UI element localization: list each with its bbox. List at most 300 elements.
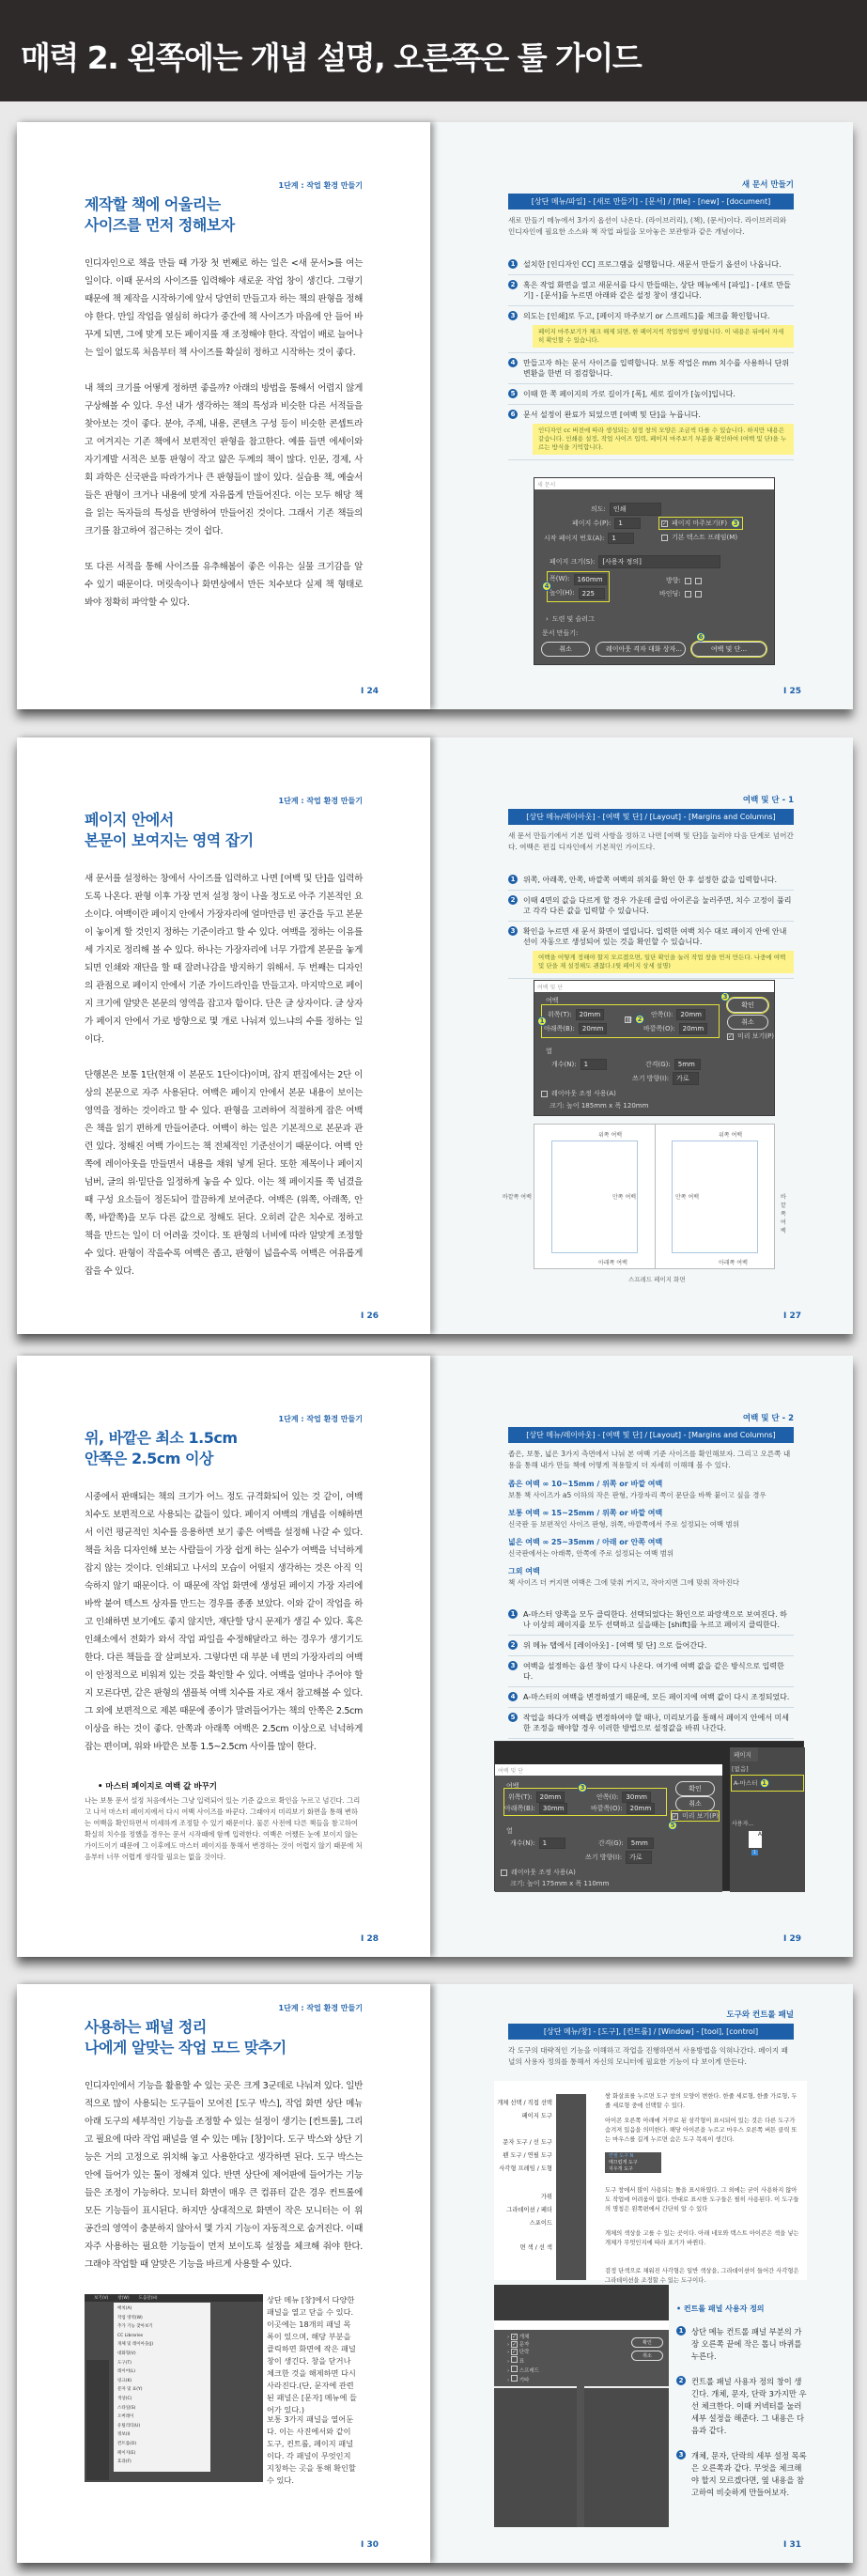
page-thumbnail[interactable]: A [749, 1831, 762, 1848]
orientation-label: 방향: [666, 577, 681, 584]
body-paragraph: 내 책의 크기를 어떻게 정하면 좋을까? 아래의 방법을 통해서 어렵지 않게 구상해볼 수 있다. 우선 내가 생각하는 책의 특성과 비슷한 다른 서적들을 찾아보는 것이 좋다. 분야, 주제, 내용, 콘텐츠 구성 등이 비슷한 콘셉트라고 여겨지는 기존 책에서 보편적인 판형을 참고한다. 예를 들면 에세이와 자기계발 서적은 보통 판형이 작고 얇은 두께의 책이 많다. 인문, 경제, 사회 과학은 신국판을 따라가거나 큰 판형들이 많이 있다. 실습용 책, 예술서들은 판형이 크거나 내용에 맞게 자유롭게 만들어진다. 이는 모두 해당 책을 읽는 독자들의 특성을 반영하여 만들어진 것이다. 그래서 기존 책들의 크기를 참고하여 접근하는 것이 쉽다. [85, 383, 363, 536]
steps-list [508, 870, 794, 979]
step-text-content: 위 메뉴 탭에서 [레이아웃] - [여백 및 단] 으로 들어간다. [523, 1641, 707, 1650]
character-paragraph-options-list [584, 2386, 669, 2527]
top-margin-label: 위쪽 여백 [598, 1132, 623, 1139]
step-number: 1 [508, 1609, 518, 1619]
page-number: I 25 [782, 687, 801, 696]
new-document-dialog [534, 477, 775, 665]
callout-badge: 5 [668, 1821, 677, 1830]
top-label: 위쪽(T): [508, 1793, 533, 1801]
step-number: 4 [508, 1692, 518, 1701]
tool-label: 개체 선택 / 직접 선택 [497, 2100, 552, 2106]
step-text [523, 1713, 794, 1733]
ok-button[interactable]: 확인 [675, 1781, 715, 1796]
bleed-slug-toggle[interactable]: 도련 및 슬러그 [551, 615, 595, 623]
binding-left-icon[interactable] [685, 591, 691, 597]
margin-type-desc: 신국판에서는 아래쪽, 안쪽에 주로 설정되는 여백 범위 [508, 1549, 674, 1558]
body-text [85, 255, 363, 612]
intent-select[interactable]: 인쇄 [610, 503, 661, 516]
margin-type-desc: 신국판 등 보편적인 사이즈 판형, 위쪽, 바깥쪽에서 주로 설정되는 여백 범위 [508, 1520, 739, 1529]
section-label: 여백 및 단 - 1 [742, 796, 794, 805]
step-number: 3 [508, 926, 518, 936]
tool-label: 면 색 / 선 색 [519, 2244, 552, 2251]
window-menu-item[interactable]: 페이지(E) [117, 2450, 136, 2456]
menu-path-bar: [상단 메뉴/레이아웃] - [여백 및 단] / [Layout] - [Margins and Columns] [508, 809, 794, 825]
spread-pages-30-31 [17, 1984, 853, 2563]
width-label: 폭(W): [550, 575, 570, 582]
page-title: 페이지 안에서 본문이 보여지는 영역 잡기 [85, 811, 254, 849]
size-readout: 크기: 높이 175mm x 폭 110mm [510, 1880, 610, 1887]
step-text-content: 상단 메뉴 컨트롤 패널 부분의 가장 오른쪽 끝에 작은 톱니 바퀴를 누른다. [691, 2327, 802, 2361]
gutter-field[interactable]: 5mm [674, 1059, 701, 1070]
tool-callout: 개체의 색상을 고를 수 있는 곳이다. 아래 네모와 텍스트 아이콘은 색을 넣는 개체가 무엇인지에 따라 표기가 바뀐다. [605, 2230, 799, 2246]
page-24 [17, 122, 430, 709]
window-menu-item[interactable]: 작업 영역(W) [117, 2315, 143, 2320]
facing-pages-label: 페이지 마주보기(F) [672, 520, 728, 527]
top-label: 위쪽(T): [548, 1011, 572, 1018]
window-menu-item[interactable]: 유틸리티(U) [117, 2423, 141, 2429]
page-title: 제작할 책에 어울리는 사이즈를 먼저 정해보자 [85, 195, 235, 234]
portrait-icon[interactable] [685, 578, 691, 584]
step-text [691, 2326, 808, 2363]
window-menu-item[interactable]: 효과(F) [117, 2460, 132, 2465]
option-checkbox[interactable] [511, 2366, 518, 2372]
customize-option[interactable]: › 기타 [507, 2375, 656, 2384]
step-text-content: A-마스터의 여백을 변경하였기 때문에, 모든 페이지에 여백 값이 다시 조정되었다. [523, 1693, 790, 1701]
chevron-right-icon[interactable]: › [546, 615, 549, 623]
bottom-margin-field[interactable]: 20mm [579, 1023, 608, 1034]
tool-label: 스포이드 [529, 2220, 552, 2227]
ok-button[interactable]: 확인 [631, 2337, 663, 2348]
outside-label: 바깥쪽(O): [591, 1805, 623, 1812]
margin-type-title: 넓은 여백 ∞ 25~35mm / 아래 or 안쪽 여백 [508, 1538, 663, 1546]
step-number: 1 [508, 259, 518, 269]
window-menu-item[interactable]: 정보(I) [117, 2432, 131, 2438]
step-number: 3 [676, 2450, 686, 2460]
top-margin-field[interactable]: 20mm [576, 1009, 605, 1020]
step-text [523, 358, 794, 379]
preview-checkbox[interactable]: ✓ [673, 1812, 678, 1820]
outside-label: 바깥쪽(O): [643, 1025, 675, 1032]
object-options-list [494, 2386, 577, 2527]
body-text [85, 1488, 363, 1756]
step-text-content: 개체, 문자, 단락의 세부 설정 목록은 오른쪽과 같다. 무엇을 체크해야 할지 모르겠다면, 옆 내용을 참고하여 비슷하게 만들어보자. [691, 2451, 807, 2497]
step-number: 4 [508, 358, 518, 367]
tool-label: 가위 [540, 2194, 552, 2200]
pages-panel [730, 1747, 805, 1892]
layout-grid-button[interactable]: 레이아웃 격자 대화 상자... [596, 642, 686, 657]
margin-type-desc: 책 사이즈 더 커지면 여백은 그에 맞춰 커지고, 작아지면 그에 맞춰 작아진다 [508, 1578, 739, 1587]
step-item [508, 1656, 794, 1687]
cancel-button[interactable]: 취소 [631, 2351, 663, 2361]
tool-panel-guide [494, 2081, 807, 2284]
option-label: 개체 [519, 2335, 530, 2340]
window-menu-item[interactable]: 개체 및 레이아웃(J) [117, 2342, 154, 2348]
intent-label: 의도: [591, 505, 606, 513]
spread-pages-28-29 [17, 1356, 853, 1957]
pages-tab[interactable]: 페이지 [730, 1747, 758, 1761]
margin-type-title: 보통 여백 ∞ 15~25mm / 위쪽 or 바깥 여백 [508, 1509, 663, 1517]
intro-text: 새 문서 만들기에서 기본 입력 사항을 정하고 나면 [여백 및 단]을 눌러야 다음 단계로 넘어간다. 여백은 편집 디자인에서 기본적인 가이드다. [508, 831, 794, 851]
intro-text: 각 도구의 대략적인 기능을 이해하고 작업을 진행하면서 사용방법을 익혀나간다. 페이지 패널의 사용자 정의를 통해서 자신의 모니터에 필요한 기능이 다 보이게 만든다. [508, 2046, 788, 2066]
count-label: 개수(N): [551, 1061, 577, 1068]
margins-group-label: 여백 [506, 1782, 519, 1790]
top-margin-field[interactable]: 20mm [536, 1792, 565, 1803]
callout-badge: 6 [696, 632, 705, 642]
outside-margin-field[interactable]: 20mm [679, 1023, 708, 1034]
callout-badge: 3 [720, 992, 730, 1001]
outside-margin-label: 바깥쪽 여백 [781, 1194, 786, 1234]
step-text-content: 이때 4면의 값을 다르게 할 경우 가운데 클립 아이콘을 눌러주면, 치수 고정이 풀리고 각각 다른 값을 입력할 수 있습니다. [523, 896, 792, 915]
page-number: I 26 [360, 1311, 379, 1321]
window-menu-item[interactable]: 배치(A) [117, 2306, 132, 2311]
inside-margin-field[interactable]: 20mm [676, 1009, 705, 1020]
option-checkbox[interactable]: ✓ [511, 2349, 517, 2355]
step-text-content: 위쪽, 아래쪽, 안쪽, 바깥쪽 여백의 위치를 확인 한 후 설정한 값을 입력합니다. [523, 876, 777, 884]
window-menu-item[interactable]: 대화형(V) [117, 2351, 136, 2356]
step-text-content: 여백을 설정하는 옵션 창이 다시 나온다. 여기에 여백 값을 같은 방식으로 입력한다. [523, 1662, 784, 1681]
option-label: 기타 [519, 2378, 530, 2383]
columns-group-label: 열 [546, 1047, 552, 1055]
preview-checkbox[interactable]: ✓ [728, 1032, 734, 1040]
bottom-margin-label: 아래쪽 여백 [719, 1260, 748, 1266]
step-text [523, 280, 794, 301]
text-frame-label: 기본 텍스트 프레임(M) [672, 534, 738, 541]
layout-adjust-checkbox[interactable] [541, 1091, 548, 1097]
chapter-label: 1단계 : 작업 환경 만들기 [278, 797, 363, 805]
step-text [523, 410, 794, 455]
option-label: 단락 [519, 2350, 530, 2355]
callout-badge: 3 [578, 1783, 587, 1792]
diagram-caption: 스프레드 페이지 화면 [628, 1276, 686, 1283]
option-checkbox[interactable] [511, 2356, 518, 2363]
eraser-tool-item[interactable]: 지우개 도구 [609, 2166, 633, 2172]
step-text-content: 만들고자 하는 문서 사이즈를 입력합니다. 보통 작업은 mm 치수를 사용하니 단위 변환을 한번 더 점검합니다. [523, 359, 790, 378]
page-number: I 27 [782, 1311, 801, 1321]
bottom-label: 아래쪽(B): [544, 1025, 575, 1032]
pages-field[interactable]: 1 [614, 518, 641, 529]
intro-text: 새로 만들기 메뉴에서 3가지 옵션이 나온다. (라이브러리), (책), (문서)이다. 라이브러리와 인디자인에 필요한 소스와 책 작업 파일을 모아놓은 보관함과 같은 개념이다. [508, 216, 787, 236]
binding-label: 바인딩: [659, 590, 681, 597]
step-number: 2 [508, 280, 518, 289]
step-text-content: A-마스터 양쪽을 모두 클릭한다. 선택되었다는 확인으로 파랑색으로 보여진다. 하나 이상의 페이지를 모두 선택하고 싶을때는 [shift]를 누르고 페이지 클릭한다. [523, 1610, 787, 1629]
page-29 [430, 1356, 853, 1957]
page-number: I 30 [360, 2540, 379, 2550]
page-size-label: 페이지 크기(S): [550, 558, 596, 566]
height-label: 높이(H): [550, 589, 575, 597]
window-menu-item[interactable]: 추가 기능 찾아보기 [117, 2324, 153, 2330]
tip-text: 나는 보통 문서 설정 처음에서는 그냥 입력되어 있는 기준 값으로 확인을 누르고 넘긴다. 그리고 나서 마스터 페이지에서 다시 여백 사이즈를 바꾼다. 그래야지 미리보기 화면을 통해 변하는 여백을 확인하면서 미세하게 조정할 수 있기 때문이다. 물론 사전에 다른 책들을 참고하여 확실히 치수를 정했을 경우는 문서 시작때에 함께 입력한다. 여백은 어쨌든 눈에 보이지 않는 가이드이기 때문에 그 이후에도 마스터 페이지를 통해서 변경하는 것이 어렵지 않기 때문에 처음부터 너무 어렵게 생각할 필요는 없을 것이다. [85, 1796, 363, 1861]
tool-callout: 도구 창에서 많이 사용되는 툴을 표시하였다. 그 외에는 굳이 사용하지 않아도 작업에 어려움이 없다. 반대로 표시한 도구들은 필히 사용된다. 이 도구들의 명칭은 왼쪽편에서 간단히 알 수 있다 [605, 2187, 799, 2212]
chapter-label: 1단계 : 작업 환경 만들기 [278, 181, 363, 190]
step-number: 1 [508, 875, 518, 884]
step-text [691, 2376, 808, 2437]
banner-title: 매력 2. 왼쪽에는 개념 설명, 오른쪽은 툴 가이드 [21, 39, 642, 76]
option-checkbox[interactable]: ✓ [511, 2341, 517, 2348]
option-label: 문자 [519, 2342, 530, 2348]
step-text [523, 1692, 789, 1702]
gutter-label: 간격(G): [598, 1839, 624, 1847]
direction-select[interactable]: 가로 [626, 1851, 652, 1864]
page-28 [17, 1356, 430, 1957]
step-note: 여백을 어떻게 정해야 할지 모르겠으면, 일단 확인을 눌러 작업 창을 먼저 만든다. 나중에 여백 및 단을 재 설정해도 괜찮다.(뒷 페이지 상세 설명) [533, 951, 794, 973]
preview-label: 미리 보기(P) [682, 1812, 719, 1820]
page-number: I 24 [360, 687, 379, 696]
window-menu-item[interactable]: 레이어(L) [117, 2369, 136, 2375]
step-number: 3 [508, 311, 518, 320]
step-text [523, 311, 794, 348]
preview-label: 미리 보기(P) [737, 1032, 774, 1040]
inside-label: 안쪽(I): [651, 1011, 673, 1018]
side-note-1: 상단 메뉴 [창]에서 다양한 패널을 열고 닫을 수 있다. 이곳에는 18개의 패널 목록이 있으며, 해당 부분을 클릭하면 화면에 작은 패널 창이 생긴다. 창을 닫거나 체크한 것을 해제하면 다시 사라진다.(단, 문자에 관련된 패널은 [문자] 메뉴에 들어가 있다.) [267, 2295, 357, 2414]
step-note: 페이지 마주보기가 체크 해제 되면, 한 페이지씩 작업창이 생성됩니다. 이 내용은 뒤에서 자세히 확인할 수 있습니다. [533, 325, 794, 348]
step-text-content: 혹은 작업 화면을 열고 새문서를 다시 만들때는, 상단 메뉴에서 [파일] - [새로 만들기] - [문서]를 누르면 아래와 같은 설정 창이 생깁니다. [523, 281, 791, 300]
body-paragraph: 인디자인으로 책을 만들 때 가장 첫 번째로 하는 일은 <새 문서>를 여는 일이다. 이때 문서의 사이즈를 입력해야 새로운 작업 창이 생긴다. 그렇기 때문에 책 제작을 시작하기에 앞서 당연히 만들고자 하는 책의 판형을 정해야 한다. 만일 작업을 열심히 하다가 중간에 책 사이즈가 마음에 안 들어 바꾸게 되면, 그에 맞게 모든 페이지를 재 조정해야 한다. 작업이 배로 늘어나는 일이 없도록 처음부터 책 사이즈를 확실히 정하고 시작하는 것이 좋다. [85, 258, 363, 358]
margins-columns-dialog [534, 980, 775, 1116]
step-number: 1 [676, 2326, 686, 2335]
tool-label: 페이지 도구 [521, 2113, 552, 2119]
menu-bar: 보기(V) 창(W) 도움말(H) [85, 2294, 263, 2302]
dialog-title: 새 문서 [534, 478, 774, 489]
pencil-tool-item[interactable]: 연필 도구 N [609, 2153, 634, 2159]
spread-margin-diagram [503, 1124, 786, 1283]
step-item [508, 405, 794, 460]
step-text [523, 875, 777, 885]
none-master[interactable]: [없음] [732, 1765, 749, 1773]
pages-label: 페이지 수(P): [572, 520, 612, 527]
customize-option[interactable]: › 표 [507, 2356, 656, 2366]
columns-group-label: 열 [506, 1827, 513, 1835]
gutter-field[interactable]: 5mm [627, 1838, 654, 1849]
step-item [508, 870, 794, 891]
menu-path-bar: [상단 메뉴/파일] - [새로 만들기] - [문서] / [file] - [new] - [document] [508, 194, 794, 209]
facing-pages-checkbox[interactable]: ✓ [662, 520, 668, 527]
callout-badge: 1 [537, 1016, 547, 1026]
cancel-button[interactable]: 취소 [727, 1015, 768, 1030]
body-text [85, 2077, 363, 2273]
step-text-content: 의도는 [인쇄]로 두고, [페이지 마주보기 or 스프레드]를 체크를 확인합니다. [523, 312, 770, 320]
side-note-2: 보통 3가지 패널을 열어둔다. 이는 사진에서와 같이 도구, 컨트롤, 페이지 패널이다. 각 패널이 무엇인지 지칭하는 곳을 통해 확인할 수 있다. [267, 2414, 356, 2485]
step-text [523, 895, 794, 916]
inside-margin-field[interactable]: 30mm [622, 1792, 651, 1803]
control-customize-title: • 컨트롤 패널 사용자 정의 [676, 2304, 765, 2313]
direction-label: 쓰기 방향(I): [585, 1854, 623, 1861]
banner-header [0, 0, 867, 101]
tool-label: 문자 도구 / 선 도구 [503, 2139, 552, 2146]
step-item [508, 922, 794, 979]
margins-columns-button[interactable]: 여백 및 단... [691, 642, 766, 657]
step-text [523, 1661, 794, 1682]
section-label: 여백 및 단 - 2 [742, 1414, 794, 1423]
step-text [523, 1640, 706, 1651]
callout-badge: 4 [542, 582, 551, 591]
step-item [508, 353, 794, 384]
step-number: 5 [508, 1713, 518, 1722]
top-margin-label: 위쪽 여백 [719, 1132, 743, 1139]
step-text-content: 설치한 [인디자인 CC] 프로그램을 실행합니다. 새문서 만들기 옵션이 나옵니다. [523, 260, 782, 269]
step-item [676, 2321, 808, 2367]
page-number-badge: 1 [752, 1850, 757, 1855]
window-menu-item[interactable]: 오버레이 [117, 2414, 134, 2420]
option-label: 스프레드 [519, 2368, 539, 2374]
control-bar-screenshot [494, 2285, 669, 2320]
step-item [508, 1708, 794, 1739]
dialog-title: 여백 및 단 [534, 981, 774, 992]
window-menu-item[interactable]: CC Libraries [117, 2333, 144, 2338]
step-text-content: 이때 한 쪽 페이지의 가로 길이가 [폭], 세로 길이가 [높이]입니다. [523, 390, 735, 398]
create-document-label: 문서 만들기: [542, 629, 579, 637]
step-item [508, 275, 794, 306]
step-item [676, 2445, 808, 2504]
step-number: 5 [508, 389, 518, 398]
spread-pages-26-27 [17, 737, 853, 1334]
window-menu-item[interactable]: 컨트롤(O) [117, 2441, 137, 2446]
option-checkbox[interactable]: ✓ [511, 2334, 517, 2340]
inside-margin-label: 안쪽 여백 [675, 1194, 700, 1201]
step-text [691, 2450, 808, 2499]
outside-margin-label: 바깥쪽 여백 [503, 1194, 532, 1201]
gutter-label: 간격(G): [645, 1061, 671, 1068]
menu-path-bar: [상단 메뉴/레이아웃] - [여백 및 단] / [Layout] - [Margins and Columns] [508, 1427, 794, 1443]
step-number: 2 [508, 1640, 518, 1650]
layout-adjust-checkbox[interactable] [501, 1870, 507, 1876]
step-text-content: 작업을 하다가 여백을 변경하여야 할 때나, 미리보기를 통해서 페이지 안에서 미세한 조정을 해야할 경우 이러한 방법으로 설정값을 바꿔 나간다. [523, 1714, 789, 1732]
page-title: 위, 바깥은 최소 1.5cm 안쪽은 2.5cm 이상 [85, 1429, 238, 1467]
step-item [508, 1636, 794, 1656]
callout-badge: 3 [731, 519, 740, 528]
margins-group-label: 여백 [546, 997, 559, 1004]
page-title: 사용하는 패널 정리 나에게 알맞는 작업 모드 맞추기 [85, 2018, 286, 2056]
step-item [508, 306, 794, 353]
tool-label: 그라데이션 / 페더 [506, 2207, 552, 2213]
chain-link-icon[interactable]: ⛓ [626, 1016, 633, 1023]
tool-strip [86, 2360, 109, 2480]
page-size-select[interactable]: [사용자 정의] [598, 555, 720, 568]
ok-button[interactable]: 확인 [727, 998, 768, 1013]
step-text-content: 문서 설정이 완료가 되었으면 [여백 및 단]을 누릅니다. [523, 411, 701, 419]
window-menu-item[interactable]: 문자 및 표(Y) [117, 2387, 143, 2393]
body-paragraph: 새 문서를 설정하는 창에서 사이즈를 입력하고 나면 [여백 및 단]을 입력하도록 나온다. 판형 이후 가장 먼저 설정 창이 나올 정도로 아주 기본적인 요소이다. 여백이란 페이지 안에서 가장자리에 얼마만큼 빈 공간을 두고 본문이 놓이게 할 것인지 정하는 기준이라고 할 수 있다. 여백을 정하는 이유를 세 가지로 정리해 볼 수 있다. 하나는 가장자리에 너무 가깝게 본문을 놓게 되면 인쇄와 재단을 할 때 잘려나감을 방지하기 위해서. 두 번째는 디자인의 관점으로 페이지 안에서 기준 가이드라인을 만들고자. 마지막으로 페이지 크기에 알맞은 본문의 영역을 잡고자 함이다. 단은 글 상자이다. 글 상자가 페이지 안에서 가로 방향으로 몇 개로 나눠져 있느냐의 수를 정하는 일이다. [85, 874, 363, 1045]
dialog-title: 여백 및 단 [495, 1764, 722, 1776]
start-page-field[interactable]: 1 [608, 533, 634, 544]
body-paragraph: 인디자인에서 기능을 활용할 수 있는 곳은 크게 3군데로 나눠져 있다. 일반적으로 많이 사용되는 도구들이 모여진 [도구 박스], 작업 화면 상단 메뉴 아래 도구의 세부적인 기능을 조정할 수 있는 설정이 생기는 [컨트롤], 그리고 필요에 따라 작업 패널을 열 수 있는 메뉴 [창]이다. 도구 박스와 상단 기능은 거의 고정으로 위치해 놓고 사용한다고 생각하면 된다. 도구 박스는 안에 들어가 있는 툴이 정해져 있다. 반면 상단에 제어판에 들어가는 기능들은 조정이 가능하다. 모니터 화면이 매우 큰 컴퓨터 같은 경우 컨트롤에 모든 기능들이 표시된다. 하지만 상대적으로 화면이 작은 모니터는 이 위 공간의 영역이 충분하지 않아서 몇 가지 기능이 자동적으로 숨겨진다. 이때 자주 사용하는 필요한 기능들이 먼저 보이도록 설정을 체크해 줘야 한다. 그래야 작업할 때 알맞은 기능을 바르게 사용할 수 있다. [85, 2081, 363, 2270]
a-master[interactable]: A-마스터 1 [732, 1776, 803, 1791]
bottom-label: 아래쪽(B): [504, 1805, 535, 1812]
smooth-tool-item[interactable]: 매끄럽게 도구 [609, 2160, 638, 2165]
body-paragraph: 시중에서 판매되는 책의 크기가 어느 정도 규격화되어 있는 것 같이, 여백 치수도 보편적으로 사용되는 값들이 있다. 페이지 여백의 개념을 이해하면서 이런 평균적인 치수를 응용하면 보기 좋은 여백을 설정해 나갈 수 있다. 책을 처음 디자인해 보는 사람들이 가장 쉽게 하는 실수가 여백을 넉넉하게 잡지 않는 것이다. 인쇄되고 나서의 모습이 어떨지 생각하는 것은 아직 익숙하지 않기 때문이다. 이 때문에 작업 화면에 생성된 페이지 가장 자리에 바싹 붙여 텍스트 상자를 만드는 경우를 종종 보았다. 이와 같이 작업을 하고 인쇄하면 보기에도 좋지 않지만, 재단할 당시 문제가 생길 수 있다. 혹은 인쇄소에서 전화가 와서 작업 파일을 수정해달라고 하는 경우가 생기기도 한다. 다른 책들을 잘 살펴보자. 그렇다면 대 부분 네 면의 가장자리의 여백이 안정적으로 비워져 있는 것을 확인할 수 있다. 여백을 얼마나 주어야 할지 모른다면, 같은 판형의 샘플북 여백 치수를 자로 재서 참고해볼 수 있다. 그 외에 보편적으로 제본 때문에 종이가 말려들어가는 책의 안쪽은 2.5cm 이상을 하는 것이 좋다. 안쪽과 아래쪽 여백은 2.5cm 이상으로 넉넉하게 잡는 편이며, 위와 바깥은 보통 1.5~2.5cm 사이를 많이 한다. [85, 1492, 363, 1752]
step-item [676, 2371, 808, 2442]
window-menu-item[interactable]: 링크(K) [117, 2378, 132, 2383]
steps-list [508, 255, 794, 460]
section-label: 도구와 컨트롤 패널 [726, 2010, 794, 2020]
margin-type-title: 그외 여백 [508, 1567, 540, 1575]
column-count-field[interactable]: 1 [539, 1838, 565, 1849]
steps-list [508, 1605, 794, 1739]
width-field[interactable]: 160mm [574, 574, 607, 585]
body-text [85, 870, 363, 1280]
step-number: 2 [676, 2376, 686, 2385]
intro-text: 좁은, 보통, 넓은 3가지 측면에서 나눠 본 여백 기준 사이즈를 확인해보자. 그리고 오른쪽 내용을 통해 내가 만들 책에 어떻게 적용할지 더 자세히 이해해 볼 수 있다. [508, 1450, 791, 1469]
step-text [523, 1609, 794, 1630]
size-readout: 크기: 높이 185mm x 폭 120mm [550, 1102, 649, 1110]
layout-adjust-label: 레이아웃 조정 사용(A) [551, 1090, 616, 1097]
step-text-content: 컨트롤 패널 사용자 정의 창이 생긴다. 개체, 문자, 단락 3가지만 우선 체크한다. 이때 커넥터를 눌러 세부 설정을 해준다. 그 내용은 다음과 같다. [691, 2377, 807, 2435]
cancel-button[interactable]: 취소 [675, 1796, 715, 1811]
page-26 [17, 737, 430, 1334]
customize-option[interactable]: › 스프레드 [507, 2366, 656, 2375]
page-number: I 28 [360, 1934, 379, 1944]
count-label: 개수(N): [510, 1839, 535, 1847]
step-number: 3 [508, 1661, 518, 1670]
customize-option[interactable]: › ✓ 문자 [507, 2341, 530, 2348]
margin-type-title: 좁은 여백 ∞ 10~15mm / 위쪽 or 바깥 여백 [508, 1480, 663, 1488]
direction-select[interactable]: 가로 [673, 1072, 699, 1085]
inside-margin-label: 안쪽 여백 [612, 1194, 637, 1201]
toolbox [556, 2094, 586, 2280]
option-checkbox[interactable] [511, 2375, 518, 2382]
tool-callout: 검정 단색으로 채워진 사각형은 일반 색상을, 그라데이션이 들어간 사각형은 그라데이션을 조정할 수 있는 도구이다. [605, 2268, 799, 2284]
window-menu-item[interactable]: 도구(T) [117, 2360, 132, 2366]
page-30 [17, 1984, 430, 2563]
step-number: 2 [508, 895, 518, 905]
step-note: 인디자인 cc 버전에 따라 생성되는 설정 창의 모양은 조금씩 다를 수 있습니다. 하지만 내용은 같습니다. 인쇄용 설정, 작업 사이즈 입력, 페이지 마주보기 부분을 확인하여 (여백 및 단)을 누르는 방식을 기억합니다. [533, 424, 794, 455]
page-27 [430, 737, 853, 1334]
page-number: I 31 [782, 2540, 801, 2550]
step-number: 6 [508, 410, 518, 419]
section-label: 새 문서 만들기 [741, 180, 794, 190]
tool-label: 펜 도구 / 연필 도구 [503, 2152, 552, 2159]
page-size-dropdown[interactable]: 사용자... [732, 1821, 754, 1827]
body-paragraph: 또 다른 서적을 통해 사이즈를 유추해봄이 좋은 이유는 실물 크기감을 알 수 있기 때문이다. 머릿속이나 화면상에서 만든 치수보다 실제 책 형태로 봐야 정확히 파악할 수 있다. [85, 562, 363, 608]
customize-option[interactable]: › ✓ 단락 [507, 2349, 530, 2355]
step-text-content: 확인을 누르면 새 문서 화면이 열립니다. 입력한 여백 치수 대로 페이지 안에 안내선이 자동으로 생성되어 있는 것을 확인할 수 있습니다. [523, 927, 787, 946]
tip-title: • 마스터 페이지로 여백 값 바꾸기 [98, 1782, 217, 1792]
window-menu-item[interactable]: 스타일(S) [117, 2405, 136, 2411]
cancel-button[interactable]: 취소 [541, 642, 590, 657]
start-page-label: 시작 페이지 번호(A): [544, 535, 605, 542]
chapter-label: 1단계 : 작업 환경 만들기 [278, 2004, 363, 2012]
bottom-margin-field[interactable]: 30mm [539, 1803, 568, 1814]
margins-dialog-screenshot [494, 1741, 804, 1891]
page-number: I 29 [782, 1934, 801, 1944]
tool-callout: 아이콘 오른쪽 아래에 거꾸로 된 삼각형이 표시되어 있는 것은 다른 도구가 숨겨져 있음을 의미한다. 해당 아이콘을 누르고 마우스 오른쪽 버튼 클릭 또는 마우스를 길게 누르면 숨은 도구 목록이 생긴다. [605, 2118, 797, 2143]
direction-label: 쓰기 방향(I): [632, 1075, 670, 1082]
option-label: 표 [519, 2359, 525, 2365]
window-menu-item[interactable]: 색상(C) [117, 2396, 132, 2401]
layout-adjust-label: 레이아웃 조정 사용(A) [511, 1869, 576, 1876]
step-item [508, 384, 794, 405]
page-25 [430, 122, 853, 709]
landscape-icon[interactable] [695, 578, 702, 584]
step-item [508, 1605, 794, 1636]
customize-option[interactable]: › ✓ 개체 [507, 2334, 530, 2340]
outside-margin-field[interactable]: 20mm [627, 1803, 656, 1814]
step-item [508, 255, 794, 275]
window-menu-dropdown [114, 2303, 210, 2472]
step-text [523, 259, 782, 270]
step-text [523, 389, 735, 399]
margin-types-list [508, 1479, 794, 1588]
chapter-label: 1단계 : 작업 환경 만들기 [278, 1415, 363, 1423]
step-item [508, 891, 794, 922]
step-text [523, 926, 794, 973]
binding-right-icon[interactable] [695, 591, 702, 597]
column-count-field[interactable]: 1 [581, 1059, 607, 1070]
callout-badge: 2 [635, 1015, 644, 1024]
text-frame-checkbox[interactable] [661, 535, 668, 541]
height-field[interactable]: 225 [579, 588, 605, 599]
